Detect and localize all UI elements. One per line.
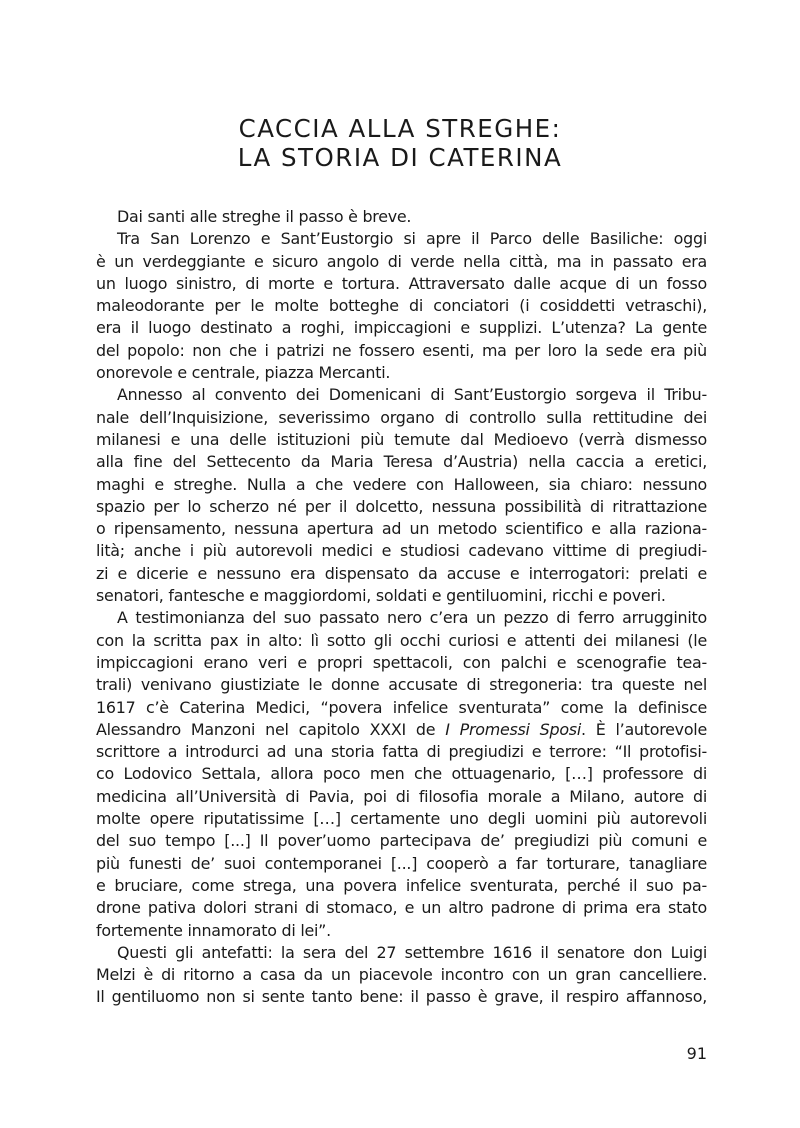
text-line: del suo tempo [...] Il pover’uomo partecipava de’ pregiudizi più comuni e bbox=[96, 831, 707, 851]
text-line: Annesso al convento dei Domenicani di Sant’Eustorgio sorgeva il Tribu- bbox=[117, 385, 707, 405]
text-line: del popolo: non che i patrizi ne fossero esenti, ma per loro la sede era più bbox=[96, 340, 707, 360]
text-line: trali) venivano giustiziate le donne accusate di stregoneria: tra queste nel bbox=[96, 675, 707, 695]
page-number: 91 bbox=[686, 1044, 707, 1063]
text-line: nale dell’Inquisizione, severissimo organo di controllo sulla rettitudine dei bbox=[96, 407, 707, 427]
text-line: più funesti de’ suoi contemporanei [...] cooperò a far torturare, tanagliare bbox=[96, 853, 707, 873]
chapter-title-line-1: CACCIA ALLA STREGHE: bbox=[238, 114, 562, 143]
text-line: e bruciare, come strega, una povera infelice sventurata, perché il suo pa- bbox=[96, 875, 707, 895]
text-line: Questi gli antefatti: la sera del 27 settembre 1616 il senatore don Luigi bbox=[117, 942, 707, 962]
text-line: co Lodovico Settala, allora poco men che ottuagenario, […] professore di bbox=[96, 764, 707, 784]
text-line: molte opere riputatissime […] certamente uno degli uomini più autorevoli bbox=[96, 809, 707, 829]
text-line: è un verdeggiante e sicuro angolo di verde nella città, ma in passato era bbox=[96, 251, 707, 271]
text-line: Il gentiluomo non si sente tanto bene: il passo è grave, il respiro affannoso, bbox=[96, 987, 707, 1007]
text-line: maghi e streghe. Nulla a che vedere con Halloween, sia chiaro: nessuno bbox=[96, 474, 707, 494]
text-line: con la scritta pax in alto: lì sotto gli occhi curiosi e attenti dei milanesi (le bbox=[96, 630, 707, 650]
text-line: drone pativa dolori strani di stomaco, e un altro padrone di prima era stato bbox=[96, 898, 707, 918]
book-title-italic: I Promessi Sposi bbox=[445, 719, 581, 739]
text-line: A testimonianza del suo passato nero c’era un pezzo di ferro arrugginito bbox=[117, 608, 707, 628]
text-line: Dai santi alle streghe il passo è breve. bbox=[117, 207, 412, 226]
text-line: 1617 c’è Caterina Medici, “povera infelice sventurata” come la definisce bbox=[96, 697, 707, 717]
text-line: impiccagioni erano veri e propri spettacoli, con palchi e scenografie tea- bbox=[96, 652, 707, 672]
text-line: un luogo sinistro, di morte e tortura. Attraversato dalle acque di un fosso bbox=[96, 273, 707, 293]
text-line: maleodorante per le molte botteghe di conciatori (i cosiddetti vetraschi), bbox=[96, 296, 707, 316]
text-line: alla fine del Settecento da Maria Teresa d’Austria) nella caccia a eretici, bbox=[96, 452, 707, 472]
text-line: fortemente innamorato di lei”. bbox=[96, 920, 331, 940]
text-line: scrittore a introdurci ad una storia fatta di pregiudizi e terrore: “Il protofisi- bbox=[96, 742, 707, 762]
text-line: onorevole e centrale, piazza Mercanti. bbox=[96, 363, 391, 383]
chapter-title-line-2: LA STORIA DI CATERINA bbox=[237, 143, 563, 172]
text-line: senatori, fantesche e maggiordomi, soldati e gentiluomini, ricchi e poveri. bbox=[96, 586, 666, 606]
text-line: zi e dicerie e nessuno era dispensato da accuse e interrogatori: prelati e bbox=[96, 563, 707, 583]
body-text bbox=[96, 206, 707, 1009]
text-line: Alessandro Manzoni nel capitolo XXXI de I Promessi Sposi. È l’autorevole bbox=[96, 719, 707, 739]
text-line: spazio per lo scherzo né per il dolcetto, nessuna possibilità di ritrattazione bbox=[96, 496, 707, 516]
text-line: medicina all’Università di Pavia, poi di filosofia morale a Milano, autore di bbox=[96, 786, 707, 806]
text-line: milanesi e una delle istituzioni più temute dal Medioevo (verrà dismesso bbox=[96, 429, 707, 449]
chapter-title bbox=[0, 114, 800, 172]
text-line: lità; anche i più autorevoli medici e studiosi cadevano vittime di pregiudi- bbox=[96, 541, 707, 561]
text-line: o ripensamento, nessuna apertura ad un metodo scientifico e alla raziona- bbox=[96, 519, 707, 539]
text-line: era il luogo destinato a roghi, impiccagioni e supplizi. L’utenza? La gente bbox=[96, 318, 707, 338]
text-line: Melzi è di ritorno a casa da un piacevole incontro con un gran cancelliere. bbox=[96, 965, 707, 985]
text-line: Tra San Lorenzo e Sant’Eustorgio si apre il Parco delle Basiliche: oggi bbox=[117, 229, 707, 249]
